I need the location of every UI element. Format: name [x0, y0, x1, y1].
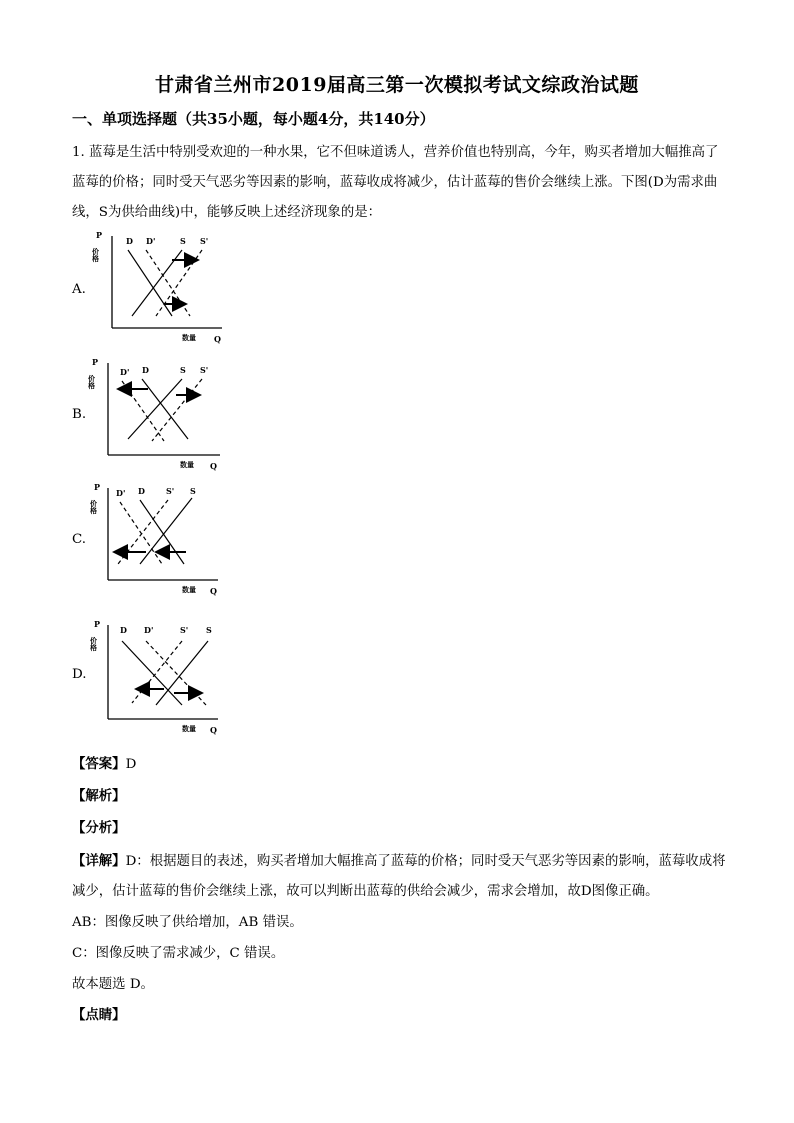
demand-curve-shifted	[120, 502, 162, 564]
curve-label-s: S	[180, 236, 186, 246]
curve-label-s-prime: S'	[200, 365, 209, 375]
curve-label-s-prime: S'	[200, 236, 209, 246]
price-axis-label: 价格	[89, 500, 99, 514]
ab-explanation: AB：图像反映了供给增加，AB 错误。	[72, 915, 303, 930]
option-b-label: B.	[72, 407, 87, 422]
q-axis-label: Q	[210, 586, 217, 596]
curve-label-d: D	[142, 365, 149, 375]
price-axis-label: 价格	[91, 248, 101, 262]
supply-curve	[140, 498, 192, 564]
c-explanation: C：图像反映了需求减少，C 错误。	[72, 946, 285, 961]
detail-tag: 【详解】	[72, 853, 126, 869]
curve-label-s-prime: S'	[166, 486, 175, 496]
option-a-figure	[92, 228, 232, 348]
option-a-label: A.	[72, 282, 86, 297]
curve-label-d: D	[138, 486, 145, 496]
qty-axis-label: 数量	[182, 724, 196, 733]
question-1-text: 1. 蓝莓是生活中特别受欢迎的一种水果，它不但味道诱人，营养价值也特别高，今年，购买者增加大幅推高了蓝莓的价格；同时受天气恶劣等因素的影响，蓝莓收成将减少，估计蓝莓的售价会继续上涨。下图(D为需求曲线，S为供给曲线)中，能够反映上述经济现象的是：	[72, 145, 719, 220]
curve-label-d: D	[126, 236, 133, 246]
curve-label-s: S	[180, 365, 186, 375]
demand-curve	[122, 641, 182, 705]
curve-label-d: D	[120, 625, 127, 635]
q-axis-label: Q	[210, 725, 217, 735]
demand-curve-shifted	[146, 641, 206, 705]
supply-curve-shifted	[152, 379, 202, 441]
q-axis-label: Q	[210, 461, 217, 471]
fenxi-tag: 【分析】	[72, 820, 126, 836]
qty-axis-label: 数量	[182, 333, 196, 342]
demand-curve	[142, 379, 188, 439]
curve-label-s: S	[206, 625, 212, 635]
section-heading: 一、单项选择题（共35小题，每小题4分，共140分）	[72, 110, 435, 128]
curve-label-d-prime: D'	[116, 488, 126, 498]
price-axis-label: 价格	[89, 637, 99, 651]
demand-curve	[140, 500, 184, 564]
page-title: 甘肃省兰州市2019届高三第一次模拟考试文综政治试题	[155, 74, 639, 96]
curve-label-d-prime: D'	[120, 367, 130, 377]
conclusion: 故本题选 D。	[72, 977, 154, 992]
option-c-label: C.	[72, 532, 87, 547]
detail-paragraph	[72, 846, 732, 907]
points-tag: 【点睛】	[72, 1007, 126, 1023]
curve-label-d-prime: D'	[146, 236, 156, 246]
curve-label-d-prime: D'	[144, 625, 154, 635]
option-b-figure	[87, 355, 232, 475]
p-axis-label: P	[96, 230, 103, 240]
demand-curve	[128, 250, 172, 316]
curve-label-s-prime: S'	[180, 625, 189, 635]
price-axis-label: 价格	[87, 375, 97, 389]
curve-label-s: S	[190, 486, 196, 496]
p-axis-label: P	[94, 482, 101, 492]
option-d-label: D.	[72, 667, 87, 682]
option-d-figure	[89, 615, 232, 740]
answer-tag: 【答案】	[72, 756, 126, 772]
answer-value: D	[125, 757, 137, 772]
qty-axis-label: 数量	[182, 585, 196, 594]
answer-line	[72, 753, 732, 772]
option-c-figure	[89, 480, 232, 600]
p-axis-label: P	[94, 619, 101, 629]
p-axis-label: P	[92, 357, 99, 367]
supply-curve	[156, 641, 208, 705]
q-axis-label: Q	[214, 334, 221, 344]
qty-axis-label: 数量	[180, 460, 194, 469]
analysis-tag: 【解析】	[72, 788, 126, 804]
detail-text: D：根据题目的表述，购买者增加大幅推高了蓝莓的价格；同时受天气恶劣等因素的影响，蓝莓收成将减少，估计蓝莓的售价会继续上涨，故可以判断出蓝莓的供给会减少，需求会增加，故D图像正确。	[72, 854, 726, 899]
